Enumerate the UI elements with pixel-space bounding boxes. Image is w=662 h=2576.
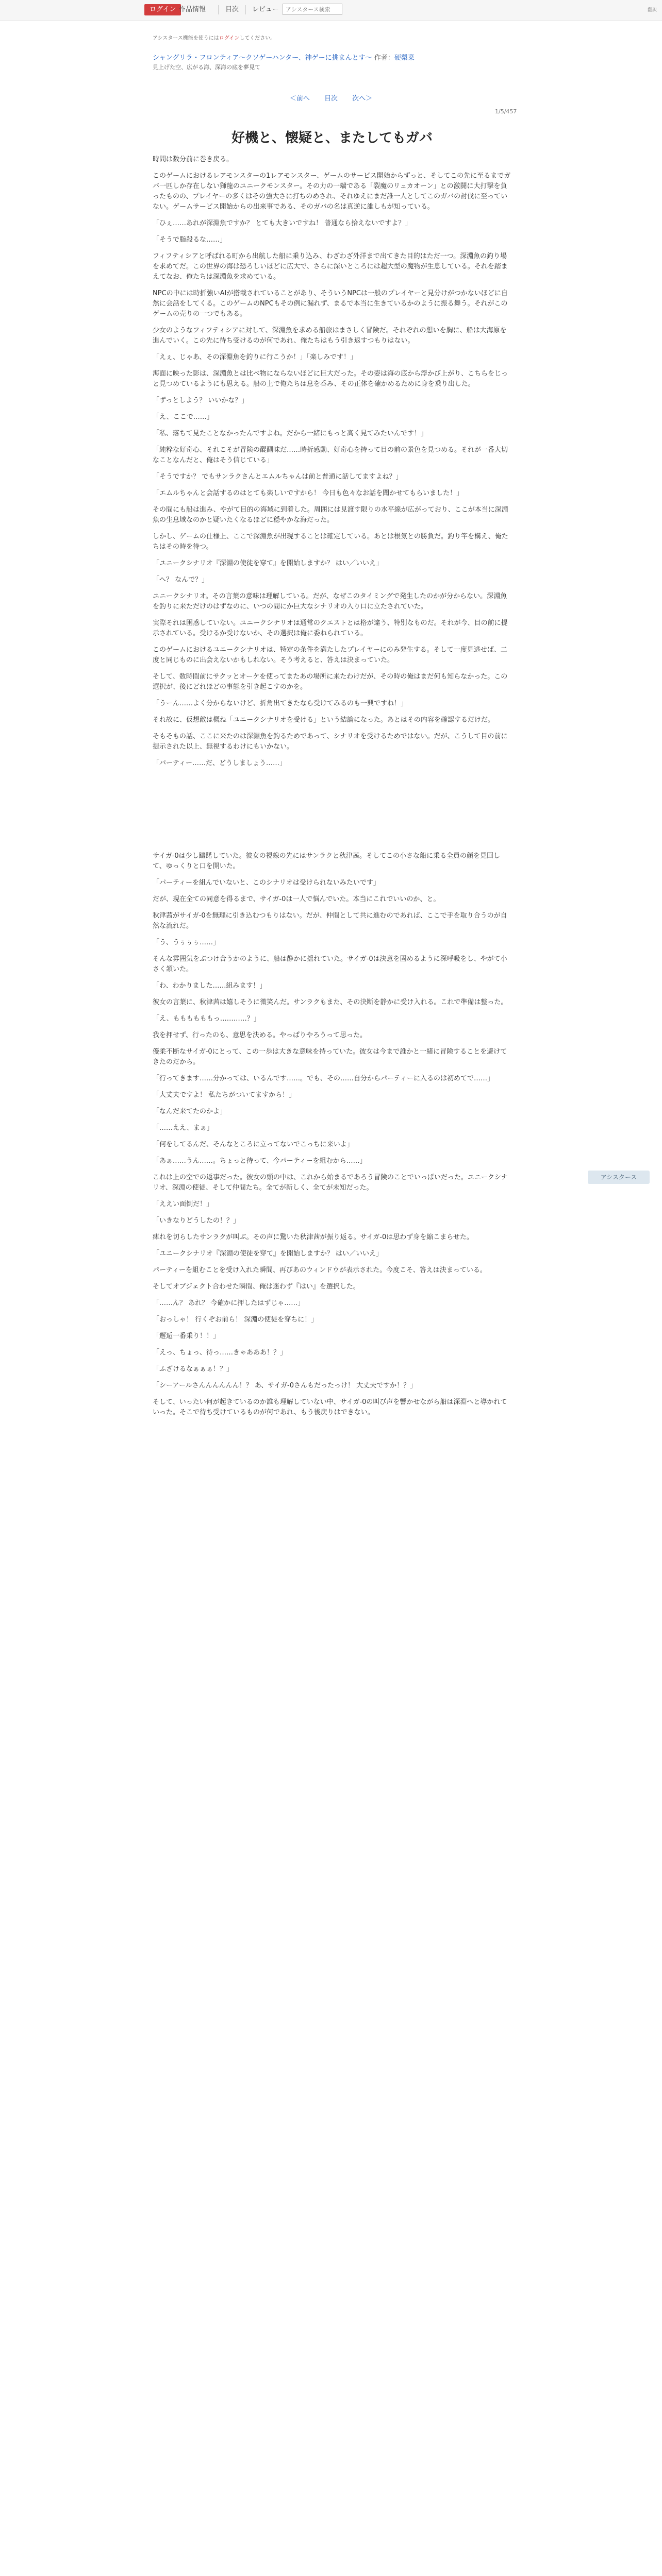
body-paragraph: 少女のようなフィフティシアに対して、深淵魚を求める船旅はまさしく冒険だ。それぞれの想いを胸に、船は大海原を進んでいく。この先に待ち受けるのが何であれ、俺たちはもう引き返すつもりはない。 bbox=[153, 327, 507, 345]
body-paragraph: 「……ええ、まぁ」 bbox=[153, 1124, 213, 1132]
login-button[interactable]: ログイン bbox=[144, 4, 181, 15]
search-input[interactable] bbox=[283, 4, 342, 15]
body-paragraph: そして、数時間前にサクッとオーケを使ってまたあの場所に来たわけだが、その時の俺はまだ何も知らなかった。この選択が、後にどれほどの事態を引き起こすのかを。 bbox=[153, 673, 508, 691]
body-paragraph: 「パーティー……だ、どうしましょう……」 bbox=[153, 759, 286, 767]
notice-prefix: アシスタース機能を使うには bbox=[153, 36, 219, 41]
body-paragraph: これは上の空での返事だった。彼女の頭の中は、これから始まるであろう冒険のことでいっぱいだった。ユニークシナリオ、深淵の使徒、そして仲間たち。全てが新しく、全てが未知だった。 bbox=[153, 1174, 508, 1192]
assist-floating-button[interactable]: アシスタース bbox=[588, 1171, 650, 1184]
series-summary: 見上げた空、広がる海、深海の底を夢見て bbox=[153, 64, 260, 71]
body-paragraph: 我を押せず、行ったのも、意思を決める。やっぱりやろうって思った。 bbox=[153, 1031, 367, 1039]
body-paragraph: そしてオブジェクト合わせた瞬間、俺は迷わず『はい』を選択した。 bbox=[153, 1283, 360, 1291]
body-paragraph: 実際それは困惑していない。ユニークシナリオは通常のクエストとは格が違う、特別なものだ。それが今、目の前に提示されている。受けるか受けないか、その選択は俺に委ねられている。 bbox=[153, 619, 508, 637]
chapter-title: 好機と、懐疑と、またしてもガバ bbox=[231, 130, 433, 146]
body-paragraph: 時間は数分前に巻き戻る。 bbox=[153, 156, 234, 163]
body-paragraph: 「えぇ、じゃあ、その深淵魚を釣りに行こうか！」「楽しみです！」 bbox=[153, 353, 357, 361]
next-link[interactable]: 次へ＞ bbox=[352, 95, 373, 103]
body-paragraph: このゲームにおけるレアモンスターの1レアモンスター、ゲームのサービス開始からずっと、そしてこの先に至るまでガバ一匹しか存在しない獅龍のユニークモンスター。その力の一端である「裂魔のリュカオーン」との激闘に大打撃を負ったものの、プレイヤーの多くはその強大さに打ちのめされ、それゆえにまだ誰一人としてこのガバの討伐に至っていない。ゲームサービス開始からの出来事である、そのガバの名は真逆に誰しもが知っている。 bbox=[153, 172, 511, 211]
body-paragraph: 海面に映った影は、深淵魚とは比べ物にならないほどに巨大だった。その姿は海の底から浮かび上がり、こちらをじっと見つめているようにも思える。船の上で俺たちは息を呑み、その正体を確かめるために身を乗り出した。 bbox=[153, 370, 508, 388]
body-paragraph: 「そうで脂殺るな……」 bbox=[153, 236, 227, 244]
body-paragraph: そして、いったい何が起きているのか誰も理解していない中、サイガ-0の叫び声を響かせながら船は深淵へと導かれていった。そこで待ち受けているものが何であれ、もう後戻りはできない。 bbox=[153, 1398, 507, 1416]
body-paragraph: それ故に、仮想敵は概ね「ユニークシナリオを受ける」という結論になった。あとはその内容を確認するだけだ。 bbox=[153, 716, 494, 724]
body-paragraph: 「え、ここで……」 bbox=[153, 413, 213, 421]
body-paragraph: だが、現在全ての同意を得るまで、サイガ-0は一人で悩んでいた。本当にこれでいいのか、と。 bbox=[153, 895, 440, 903]
body-paragraph: 「行ってきます……分かっては、いるんです……。でも、その……自分からパーティーに入るのは初めてで……」 bbox=[153, 1075, 494, 1082]
body-paragraph: NPCの中には時折強いAIが搭載されていることがあり、そういうNPCは一般のプレイヤーと見分けがつかないほどに自然に会話をしてくる。このゲームのNPCもその例に漏れず、まるで本当に生きているかのように振る舞う。それがこのゲームの売りの一つでもある。 bbox=[153, 290, 508, 318]
body-paragraph: 「わ、わかりました……組みます！」 bbox=[153, 982, 267, 990]
body-paragraph: 彼女の言葉に、秋津茜は嬉しそうに微笑んだ。サンラクもまた、その決断を静かに受け入れる。これで準備は整った。 bbox=[153, 998, 508, 1006]
body-paragraph: 「そうですか？ でもサンラクさんとエムルちゃんは前と普通に話してますよね？」 bbox=[153, 473, 403, 481]
assist-login-notice bbox=[153, 33, 275, 41]
notice-suffix: してください。 bbox=[239, 36, 276, 41]
pager-top bbox=[0, 93, 662, 103]
nav-item-works[interactable]: 作品情報 bbox=[179, 6, 206, 13]
body-paragraph: 「シーアールさんんんんんん！？ あ、サイガ-0さんもだったっけ！ 大丈夫ですか！？」 bbox=[153, 1382, 417, 1389]
body-paragraph: 「あぁ……うん……。ちょっと待って、今パーティーを組むから……」 bbox=[153, 1157, 367, 1165]
body-paragraph: その間にも船は進み、やがて目的の海域に到着した。周囲には見渡す限りの水平線が広がっており、ここが本当に深淵魚の生息域なのかと疑いたくなるほどに穏やかな海だった。 bbox=[153, 506, 508, 524]
body-paragraph: 「ふざけるなぁぁぁ！？」 bbox=[153, 1365, 234, 1373]
body-paragraph: 秋津茜がサイガ-0を無理に引き込むつもりはない。だが、仲間として共に進むのであれば、ここで手を取り合うのが自然な流れだ。 bbox=[153, 912, 507, 930]
notice-login-link[interactable]: ログイン bbox=[219, 36, 240, 41]
body-paragraph: 「おっしゃ！ 行くぞお前ら！ 深淵の使徒を穿ちに！」 bbox=[153, 1316, 318, 1324]
body-paragraph: 「ええい面倒だ！」 bbox=[153, 1200, 213, 1208]
body-paragraph: 「いきなりどうしたの！？」 bbox=[153, 1217, 240, 1225]
body-paragraph: 「なんだ来てたのかよ」 bbox=[153, 1108, 227, 1115]
nav-item-review[interactable]: レビュー bbox=[252, 6, 279, 13]
body-paragraph: 優柔不断なサイガ-0にとって、この一歩は大きな意味を持っていた。彼女は今まで誰かと一緒に冒険することを避けてきたのだから。 bbox=[153, 1048, 507, 1066]
body-paragraph: 「え、ももももももっ…………？」 bbox=[153, 1015, 260, 1023]
series-header bbox=[153, 54, 514, 63]
nav-divider bbox=[245, 5, 246, 14]
body-paragraph: 「へ？ なんで？」 bbox=[153, 576, 209, 584]
body-paragraph: 「ユニークシナリオ『深淵の使徒を穿て』を開始しますか？ はい／いいえ」 bbox=[153, 1250, 383, 1258]
body-paragraph: 「パーティーを組んでいないと、このシナリオは受けられないみたいです」 bbox=[153, 879, 380, 887]
chapter-body bbox=[153, 155, 511, 1424]
body-paragraph: 「私、落ちて見たことなかったんですよね。だから一緒にもっと高く見てみたいんです！」 bbox=[153, 430, 427, 437]
body-paragraph: 「ずっとしよう？ いいかな？」 bbox=[153, 397, 249, 404]
body-paragraph: サイガ-0は少し躊躇していた。彼女の視線の先にはサンラクと秋津茜。そしてこの小さな船に乗る全員の顔を見回して、ゆっくりと口を開いた。 bbox=[153, 852, 501, 870]
body-paragraph: 痺れを切らしたサンラクが叫ぶ。その声に驚いた秋津茜が振り返る。サイガ-0は思わず身を縮こまらせた。 bbox=[153, 1233, 473, 1241]
page-number: 1/5/457 bbox=[495, 108, 517, 115]
body-paragraph: 「大丈夫ですよ！ 私たちがついてますから！」 bbox=[153, 1091, 296, 1099]
body-paragraph: フィフティシアと呼ばれる町から出航した船に乗り込み、わざわざ外洋まで出てきた目的はただ一つ。深淵魚の釣り場を求めてだ。この世界の海は恐ろしいほどに広大で、さらに深いところには超大型の魔物が生息している。それを踏まえてなお、俺たちは深淵魚を求めている。 bbox=[153, 252, 508, 281]
body-paragraph: 「えっ、ちょっ、待っ……きゃあああ！？」 bbox=[153, 1349, 287, 1357]
nav-divider bbox=[218, 5, 219, 14]
body-paragraph: 「ユニークシナリオ『深淵の使徒を穿て』を開始しますか？ はい／いいえ」 bbox=[153, 560, 383, 567]
body-paragraph: そもそもの話、ここに来たのは深淵魚を釣るためであって、シナリオを受けるためではない。だが、こうして目の前に提示された以上、無視するわけにもいかない。 bbox=[153, 733, 508, 751]
body-paragraph: 「う、うぅぅぅ……」 bbox=[153, 939, 220, 946]
body-paragraph: 「純粋な好奇心、それこそが冒険の醍醐味だ……時折感動、好奇心を持って目の前の景色を見つめる。それが一番大切なことなんだと、俺はそう信じている」 bbox=[153, 446, 508, 464]
body-paragraph: そんな雰囲気をぶつけ合うかのように、船は静かに揺れていた。サイガ-0は決意を固めるように深呼吸をし、やがて小さく頷いた。 bbox=[153, 955, 507, 973]
body-paragraph: パーティーを組むことを受け入れた瞬間、再びあのウィンドウが表示された。今度こそ、答えは決まっている。 bbox=[153, 1266, 487, 1274]
body-paragraph: 「ひぇ……あれが深淵魚ですか？ とても大きいですね！ 普通なら拾えないですよ？」 bbox=[153, 219, 412, 227]
prev-link[interactable]: ＜前へ bbox=[289, 95, 310, 103]
body-paragraph: このゲームにおけるユニークシナリオは、特定の条件を満たしたプレイヤーにのみ発生する。そして一度見逃せば、二度と同じものに出会えないかもしれない。そう考えると、答えは決まっていた。 bbox=[153, 646, 507, 664]
translate-link[interactable]: 翻訳 bbox=[647, 8, 657, 13]
body-paragraph: 「エムルちゃんと会話するのはとても楽しいですから！ 今日も色々なお話を聞かせてもらいました！」 bbox=[153, 489, 464, 497]
nav-item-toc[interactable]: 目次 bbox=[225, 6, 239, 13]
body-paragraph: 「何をしてるんだ、そんなところに立ってないでこっちに来いよ」 bbox=[153, 1141, 354, 1148]
series-title-link[interactable]: シャングリラ・フロンティア〜クソゲーハンター、神ゲーに挑まんとす〜 bbox=[153, 54, 372, 62]
body-paragraph: ユニークシナリオ。その言葉の意味は理解している。だが、なぜこのタイミングで発生したのかが分からない。深淵魚を釣りに来ただけのはずなのに、いつの間にか巨大なシナリオの入り口に立たされていた。 bbox=[153, 592, 507, 611]
author-link[interactable]: 硬梨菜 bbox=[394, 54, 415, 62]
toc-link[interactable]: 目次 bbox=[324, 95, 338, 103]
author-prefix: 作者： bbox=[374, 54, 394, 62]
body-paragraph: しかし、ゲームの仕様上、ここで深淵魚が出現することは確定している。あとは根気との勝負だ。釣り竿を構え、俺たちはその時を待つ。 bbox=[153, 533, 508, 551]
body-paragraph: 「うーん……よく分からないけど、折角出てきたなら受けてみるのも一興ですね！」 bbox=[153, 700, 408, 707]
body-paragraph: 「邂逅一番乗り！！」 bbox=[153, 1332, 220, 1340]
top-navigation-bar bbox=[0, 0, 662, 21]
body-paragraph: 「……ん？ あれ？ 今確かに押したはずじゃ……」 bbox=[153, 1299, 305, 1307]
